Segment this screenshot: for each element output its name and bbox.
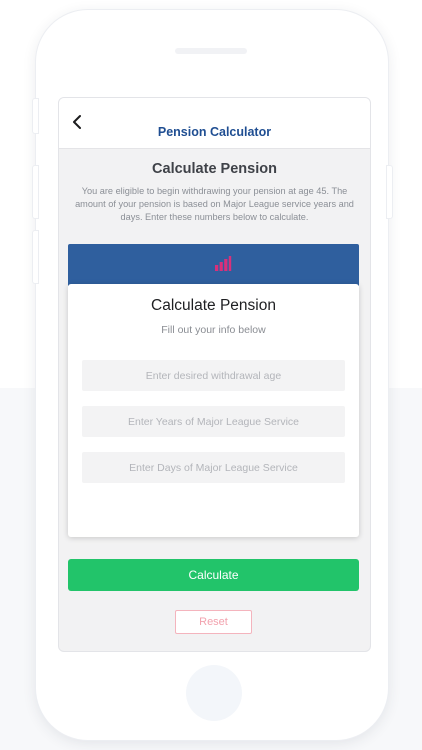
navigation-bar — [59, 98, 370, 149]
phone-home-button[interactable] — [186, 665, 242, 721]
app-screen — [58, 97, 371, 652]
withdrawal-age-input[interactable] — [82, 360, 345, 391]
card-title: Calculate Pension — [151, 297, 276, 314]
service-years-input[interactable] — [82, 406, 345, 437]
phone-volume-up-button — [32, 165, 39, 219]
intro-title: Calculate Pension — [152, 161, 277, 177]
calculate-button[interactable]: Calculate — [68, 559, 359, 591]
calculator-header-bar — [68, 244, 359, 286]
phone-power-button — [386, 165, 393, 219]
phone-volume-down-button — [32, 230, 39, 284]
service-days-input[interactable] — [82, 452, 345, 483]
calculate-pension-card — [68, 284, 359, 537]
card-subtitle: Fill out your info below — [161, 324, 266, 336]
intro-description: You are eligible to begin withdrawing your pension at age 45. The amount of your pension is based on Major League service years and days. Enter these numbers below to calculate. — [75, 186, 354, 222]
phone-side-button — [32, 98, 39, 134]
phone-speaker — [175, 48, 247, 54]
reset-button[interactable]: Reset — [175, 610, 252, 634]
bar-chart-icon — [214, 254, 232, 272]
page-title: Pension Calculator — [157, 125, 272, 139]
